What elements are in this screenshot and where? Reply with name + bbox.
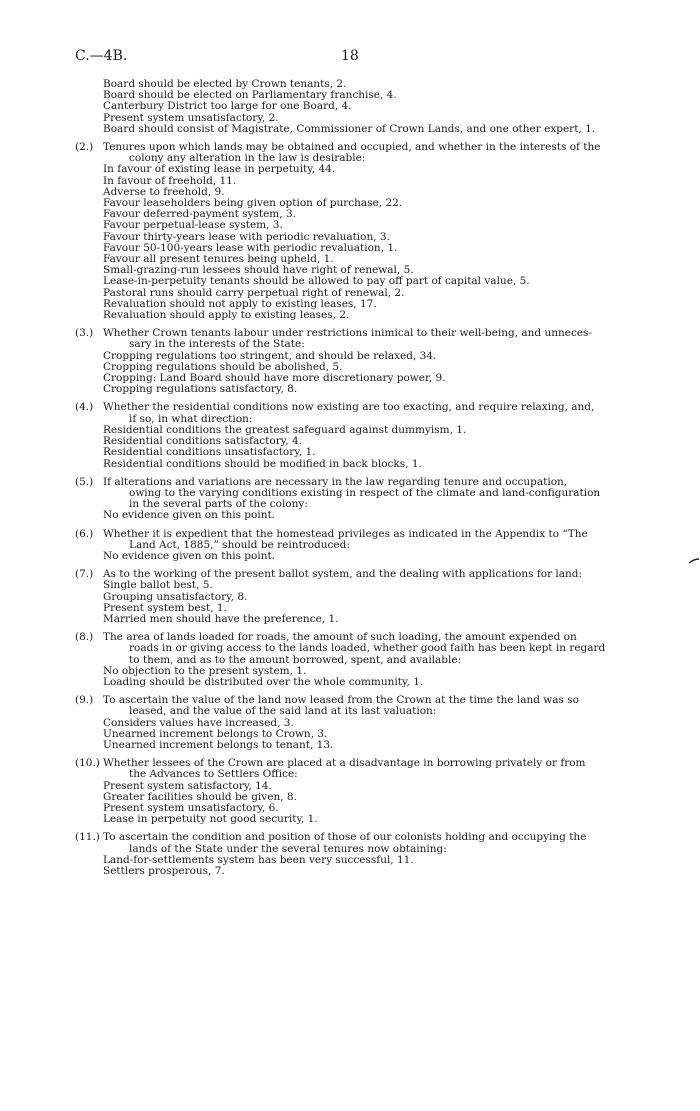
list-item: Adverse to freehold, 9. bbox=[103, 185, 225, 198]
list-item: Residential conditions should be modified in back blocks, 1. bbox=[103, 457, 422, 470]
question-text-line: Whether lessees of the Crown are placed at a disadvantage in borrowing privately or from bbox=[103, 757, 586, 770]
question bbox=[75, 757, 622, 781]
question bbox=[75, 631, 622, 666]
question bbox=[75, 694, 622, 718]
list-item: Cropping regulations should be abolished, 5. bbox=[103, 360, 343, 373]
list-item: Lease-in-perpetuity tenants should be allowed to pay off part of capital value, 5. bbox=[103, 275, 530, 288]
question-section bbox=[0, 402, 700, 469]
answer-list bbox=[0, 781, 700, 826]
list-item: Board should be elected on Parliamentary franchise, 4. bbox=[103, 89, 397, 102]
answer-list bbox=[0, 855, 700, 877]
answer-list bbox=[0, 510, 700, 521]
question bbox=[75, 327, 622, 351]
list-item: Present system satisfactory, 14. bbox=[103, 779, 272, 792]
list-item: Loading should be distributed over the whole community, 1. bbox=[103, 675, 424, 688]
question-number: (11.) bbox=[75, 831, 100, 844]
question-sections bbox=[0, 142, 700, 877]
list-item: Board should be elected by Crown tenants, 2. bbox=[103, 78, 347, 90]
list-item: Lease in perpetuity not good security, 1. bbox=[103, 813, 318, 826]
question-text-line: the Advances to Settlers Office: bbox=[129, 768, 298, 781]
question bbox=[75, 401, 622, 425]
question-text-line: To ascertain the condition and position of those of our colonists holding and occupying the bbox=[103, 831, 587, 844]
answer-list bbox=[0, 351, 700, 396]
intro-list bbox=[0, 79, 700, 135]
list-item: Greater facilities should be given, 8. bbox=[103, 790, 297, 803]
question-text-line: The area of lands loaded for roads, the amount of such loading, the amount expended on bbox=[103, 631, 577, 644]
margin-mark-icon bbox=[688, 558, 700, 564]
answer-list bbox=[0, 551, 700, 562]
document-body bbox=[0, 79, 700, 877]
question bbox=[75, 527, 622, 551]
list-item: Cropping regulations satisfactory, 8. bbox=[103, 383, 298, 396]
list-item: Grouping unsatisfactory, 8. bbox=[103, 590, 248, 603]
list-item: Favour 50-100-years lease with periodic revaluation, 1. bbox=[103, 241, 398, 254]
list-item: Small-grazing-run lessees should have right of renewal, 5. bbox=[103, 264, 414, 277]
list-item: Settlers prosperous, 7. bbox=[103, 865, 225, 877]
list-item: Favour leaseholders being given option of purchase, 22. bbox=[103, 197, 403, 210]
question-text-line: Land Act, 1885,” should be reintroduced: bbox=[129, 538, 350, 551]
list-item: In favour of existing lease in perpetuity, 44. bbox=[103, 163, 336, 176]
list-item: Unearned increment belongs to Crown, 3. bbox=[103, 727, 328, 740]
list-item: Pastoral runs should carry perpetual right of renewal, 2. bbox=[103, 286, 405, 299]
question-text-line: in the several parts of the colony: bbox=[129, 498, 308, 511]
question-section bbox=[0, 328, 700, 395]
list-item: Cropping: Land Board should have more discretionary power, 9. bbox=[103, 372, 446, 385]
answer-list bbox=[0, 580, 700, 625]
list-item: Married men should have the preference, 1. bbox=[103, 612, 339, 625]
question-number: (8.) bbox=[75, 631, 94, 644]
question-text-line: to them, and as to the amount borrowed, spent, and available: bbox=[129, 653, 462, 666]
list-item: Board should consist of Magistrate, Commissioner of Crown Lands, and one other expert, 1. bbox=[103, 122, 596, 135]
list-item: Present system unsatisfactory, 6. bbox=[103, 801, 279, 814]
question-text-line: As to the working of the present ballot system, and the dealing with applications for land: bbox=[103, 568, 583, 581]
question-text-line: Whether the residential conditions now existing are too exacting, and require relaxing, and, bbox=[103, 401, 595, 414]
question bbox=[75, 141, 622, 165]
question bbox=[75, 568, 622, 581]
list-item: Residential conditions the greatest safeguard against dummyism, 1. bbox=[103, 423, 467, 436]
list-item: No objection to the present system, 1. bbox=[103, 664, 307, 677]
list-item: Favour thirty-years lease with periodic revaluation, 3. bbox=[103, 230, 390, 243]
answer-list bbox=[0, 666, 700, 688]
question-text-line: Whether Crown tenants labour under restrictions inimical to their well-being, and unneces- bbox=[103, 327, 592, 340]
list-item: Favour all present tenures being upheld, 1. bbox=[103, 253, 334, 266]
list-item: Revaluation should not apply to existing leases, 17. bbox=[103, 297, 377, 310]
document-reference: C.—4B. bbox=[75, 48, 128, 64]
list-item: No evidence given on this point. bbox=[103, 509, 276, 522]
answer-list bbox=[0, 425, 700, 470]
question-section bbox=[0, 142, 700, 321]
list-item: Present system unsatisfactory, 2. bbox=[103, 111, 279, 124]
question bbox=[75, 475, 622, 511]
list-item: Residential conditions unsatisfactory, 1. bbox=[103, 446, 316, 459]
question-text-line: owing to the varying conditions existing in respect of the climate and land-configuration bbox=[129, 486, 601, 499]
question bbox=[75, 831, 622, 855]
list-item: Land-for-settlements system has been very successful, 11. bbox=[103, 853, 414, 866]
question-text-line: If alterations and variations are necessary in the law regarding tenure and occupation, bbox=[103, 475, 568, 488]
list-item: Single ballot best, 5. bbox=[103, 579, 213, 592]
list-item: Residential conditions satisfactory, 4. bbox=[103, 435, 302, 448]
page-number: 18 bbox=[341, 48, 359, 64]
question-section bbox=[0, 695, 700, 751]
question-number: (5.) bbox=[75, 475, 94, 488]
question-section bbox=[0, 477, 700, 522]
question-section bbox=[0, 832, 700, 877]
question-number: (6.) bbox=[75, 527, 94, 540]
question-text-line: leased, and the value of the said land at its last valuation: bbox=[129, 705, 437, 718]
question-number: (9.) bbox=[75, 694, 94, 707]
answer-list bbox=[0, 164, 700, 321]
list-item: Revaluation should apply to existing leases, 2. bbox=[103, 309, 350, 322]
question-section bbox=[0, 569, 700, 625]
question-number: (3.) bbox=[75, 327, 94, 340]
list-item: Favour perpetual-lease system, 3. bbox=[103, 219, 283, 232]
question-text-line: To ascertain the value of the land now leased from the Crown at the time the land was so bbox=[103, 694, 579, 707]
answer-list bbox=[0, 718, 700, 752]
question-number: (10.) bbox=[75, 757, 100, 770]
question-text-line: lands of the State under the several tenures now obtaining: bbox=[129, 842, 447, 855]
list-item: No evidence given on this point. bbox=[103, 549, 276, 562]
question-text-line: Whether it is expedient that the homestead privileges as indicated in the Appendix to “The bbox=[103, 527, 588, 540]
question-text-line: colony any alteration in the law is desirable: bbox=[129, 152, 366, 165]
list-item: In favour of freehold, 11. bbox=[103, 174, 237, 187]
question-number: (4.) bbox=[75, 401, 94, 414]
question-text-line: roads in or giving access to the lands loaded, whether good faith has been kept in regard bbox=[129, 642, 606, 655]
question-text-line: sary in the interests of the State: bbox=[129, 338, 305, 351]
list-item: Considers values have increased, 3. bbox=[103, 716, 294, 729]
list-item: Unearned increment belongs to tenant, 13. bbox=[103, 738, 334, 751]
list-item: Present system best, 1. bbox=[103, 601, 227, 614]
question-section bbox=[0, 632, 700, 688]
question-section bbox=[0, 529, 700, 563]
list-item: Favour deferred-payment system, 3. bbox=[103, 208, 296, 221]
question-number: (2.) bbox=[75, 141, 94, 154]
question-text-line: if so, in what direction: bbox=[129, 412, 253, 425]
question-section bbox=[0, 758, 700, 825]
question-number: (7.) bbox=[75, 568, 94, 581]
list-item: Cropping regulations too stringent, and should be relaxed, 34. bbox=[103, 349, 437, 362]
list-item: Canterbury District too large for one Board, 4. bbox=[103, 100, 352, 113]
question-text-line: Tenures upon which lands may be obtained and occupied, and whether in the interests of the bbox=[103, 141, 601, 154]
